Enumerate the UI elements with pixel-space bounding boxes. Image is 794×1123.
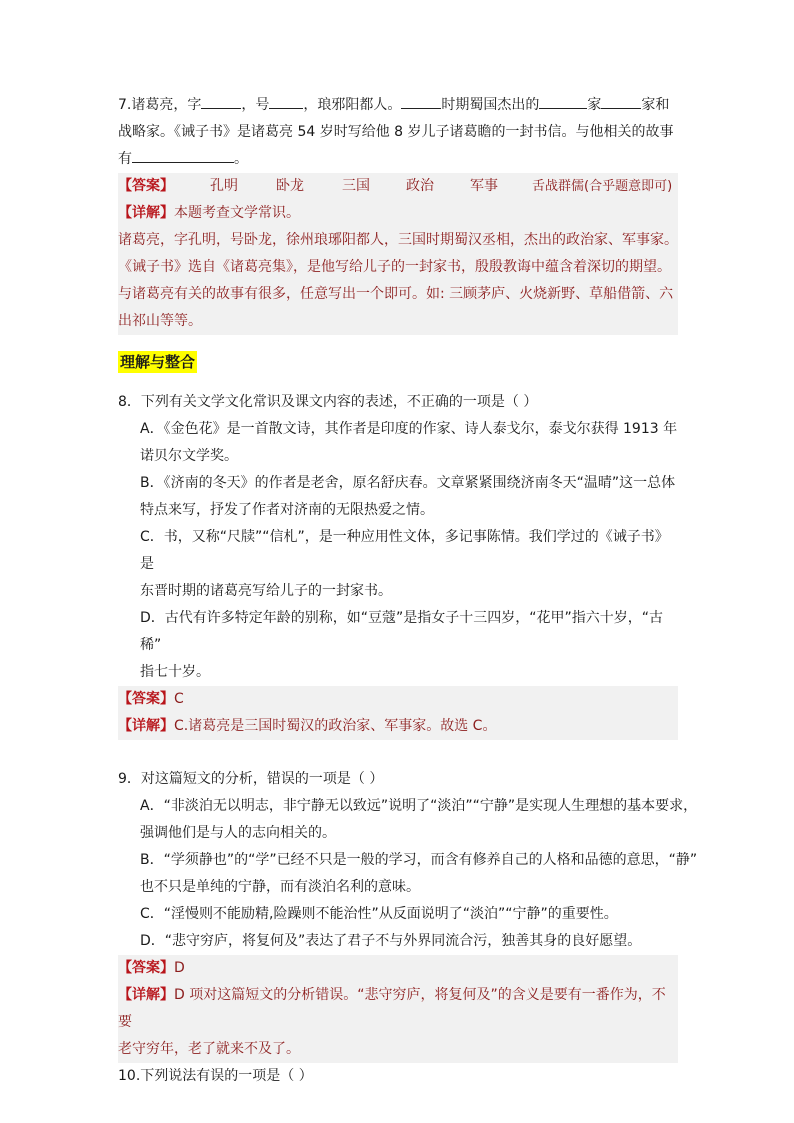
section-title: 理解与整合 xyxy=(120,353,196,371)
answer-label: 【答案】 xyxy=(118,960,174,976)
q7-line-2: 战略家。《诫子书》是诸葛亮 54 岁时写给他 8 岁儿子诸葛瞻的一封书信。与他相关的故事 xyxy=(118,124,674,140)
option-line: 也不只是单纯的宁静，而有淡泊名利的意味。 xyxy=(140,879,420,895)
fill-blank xyxy=(201,93,241,109)
option-line: 诺贝尔文学奖。 xyxy=(140,448,238,464)
q7-answer-block xyxy=(118,173,678,335)
q9-option-a xyxy=(118,793,698,847)
answer-item: 孔明 xyxy=(210,178,238,194)
detail-line: 出祁山等等。 xyxy=(118,313,202,329)
detail-intro: 本题考查文学常识。 xyxy=(174,205,300,221)
detail-line: 《诫子书》选自《诸葛亮集》，是他写给儿子的一封家书，殷殷教诲中蕴含着深切的期望。 xyxy=(118,259,671,275)
q7-text: 家 xyxy=(587,97,602,113)
option-line: 东晋时期的诸葛亮写给儿子的一封家书。 xyxy=(140,583,392,599)
detail-text: C.诸葛亮是三国时蜀汉的政治家、军事家。故选 C。 xyxy=(174,718,497,734)
question-9 xyxy=(118,766,698,1063)
q7-text: 7.诸葛亮，字 xyxy=(118,97,202,113)
q8-stem: 8．下列有关文学文化常识及课文内容的表述，不正确的一项是（ ） xyxy=(118,394,538,410)
option-line: A．《金色花》是一首散文诗，其作者是印度的作家、诗人泰戈尔，泰戈尔获得 1913 年 xyxy=(140,421,678,437)
fill-blank xyxy=(401,93,441,109)
detail-label: 【详解】 xyxy=(118,205,174,221)
detail-line: 诸葛亮，字孔明，号卧龙，徐州琅琊阳都人，三国时期蜀汉丞相，杰出的政治家、军事家。 xyxy=(118,232,678,248)
q7-line-1 xyxy=(118,92,678,119)
answer-label: 【答案】 xyxy=(118,178,174,194)
spacer xyxy=(118,740,678,766)
q9-option-d xyxy=(118,928,678,955)
detail-line: 老守穷年，老了就来不及了。 xyxy=(118,1041,300,1057)
option-line: D．“悲守穷庐，将复何及”表达了君子不与外界同流合污，独善其身的良好愿望。 xyxy=(140,933,642,949)
detail-line: 与诸葛亮有关的故事有很多，任意写出一个即可。如: 三顾茅庐、火烧新野、草船借箭、六 xyxy=(118,286,674,302)
q8-answer-block xyxy=(118,686,678,740)
q8-option-c xyxy=(118,524,678,605)
fill-blank xyxy=(601,93,641,109)
q7-answer-row xyxy=(118,173,678,200)
q7-detail xyxy=(118,200,678,335)
answer-item: 三国 xyxy=(342,178,370,194)
q7-text: 。 xyxy=(234,151,248,167)
q9-stem: 9．对这篇短文的分析，错误的一项是（ ） xyxy=(118,771,384,787)
question-8 xyxy=(118,389,678,740)
q9-option-b xyxy=(118,847,698,901)
q9-answer-block xyxy=(118,955,678,1063)
q7-text: 家和 xyxy=(641,97,670,113)
option-line: A．“非淡泊无以明志，非宁静无以致远”说明了“淡泊”“宁静”是实现人生理想的基本要求， xyxy=(140,798,698,814)
detail-label: 【详解】 xyxy=(118,987,174,1003)
q7-text: ，号 xyxy=(241,97,270,113)
fill-blank xyxy=(269,93,303,109)
q7-line-3 xyxy=(118,146,678,173)
fill-blank xyxy=(539,93,587,109)
option-line: 特点来写，抒发了作者对济南的无限热爱之情。 xyxy=(140,502,434,518)
option-line: 指七十岁。 xyxy=(140,664,210,680)
question-7 xyxy=(118,92,678,335)
fill-blank xyxy=(132,147,234,163)
option-line: 强调他们是与人的志向相关的。 xyxy=(140,825,336,841)
answer-item: 舌战群儒(合乎题意即可) xyxy=(532,179,673,194)
q8-option-d xyxy=(118,605,678,686)
detail-line: D 项对这篇短文的分析错误。“悲守穷庐，将复何及”的含义是要有一番作为，不要 xyxy=(118,987,666,1030)
q7-text: ，琅邪阳都人。 xyxy=(303,97,402,113)
option-line: B．《济南的冬天》的作者是老舍，原名舒庆春。文章紧紧围绕济南冬天“温晴”这一总体 xyxy=(140,475,676,491)
q9-option-c xyxy=(118,901,678,928)
q7-text: 时期蜀国杰出的 xyxy=(441,97,540,113)
answer-item: 卧龙 xyxy=(276,178,304,194)
answer-value: D xyxy=(174,960,185,976)
option-line: C．书，又称“尺牍”“信札”，是一种应用性文体，多记事陈情。我们学过的《诫子书》是 xyxy=(140,529,669,572)
detail-label: 【详解】 xyxy=(118,718,174,734)
option-line: D．古代有许多特定年龄的别称，如“豆蔻”是指女子十三四岁，“花甲”指六十岁，“古稀” xyxy=(140,610,664,653)
answer-item: 军事 xyxy=(470,178,498,194)
document-content xyxy=(118,92,698,1090)
answer-label: 【答案】 xyxy=(118,691,174,707)
answer-item: 政治 xyxy=(406,178,434,194)
answer-value: C xyxy=(174,691,184,707)
option-line: B．“学须静也”的“学”已经不只是一般的学习，而含有修养自己的人格和品德的意思，“静” xyxy=(140,852,698,868)
q8-option-a xyxy=(118,416,678,470)
option-line: C．“淫慢则不能励精,险躁则不能治性”从反面说明了“淡泊”“宁静”的重要性。 xyxy=(140,906,618,922)
q7-text: 有 xyxy=(118,151,132,167)
q8-option-b xyxy=(118,470,678,524)
question-10: 10.下列说法有误的一项是（ ） xyxy=(118,1068,313,1084)
